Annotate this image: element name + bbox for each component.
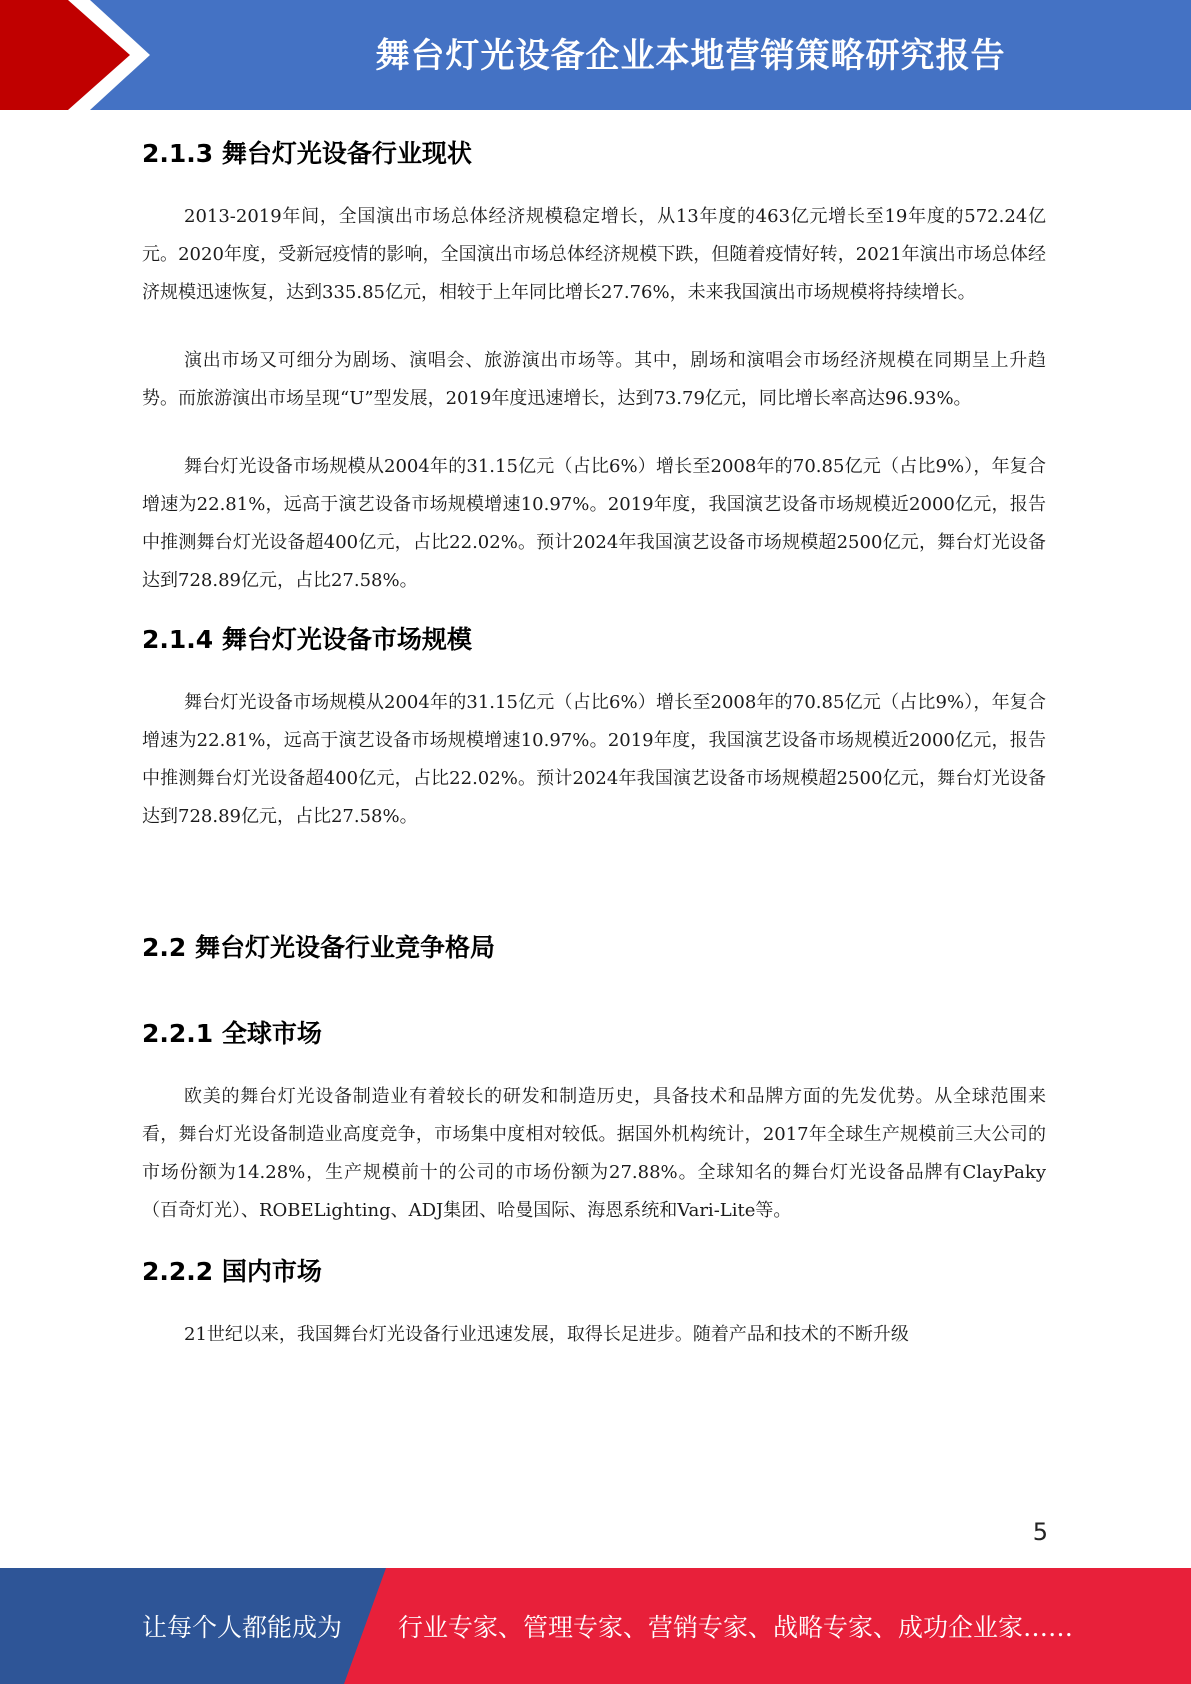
footer-slogan-left: 让每个人都能成为: [142, 1613, 343, 1642]
page-header: [0, 0, 1191, 110]
page-number: 5: [1032, 1518, 1048, 1546]
paragraph: 舞台灯光设备市场规模从2004年的31.15亿元（占比6%）增长至2008年的70.85亿元（占比9%），年复合增速为22.81%，远高于演艺设备市场规模增速10.97%。2019年度，我国演艺设备市场规模近2000亿元，报告中推测舞台灯光设备超400亿元，占比22.02%。预计2024年我国演艺设备市场规模超2500亿元，舞台灯光设备达到728.89亿元，占比27.58%。: [142, 456, 1046, 591]
paragraph: 欧美的舞台灯光设备制造业有着较长的研发和制造历史，具备技术和品牌方面的先发优势。从全球范围来看，舞台灯光设备制造业高度竞争，市场集中度相对较低。据国外机构统计，2017年全球生产规模前三大公司的市场份额为14.28%，生产规模前十的公司的市场份额为27.88%。全球知名的舞台灯光设备品牌有ClayPaky（百奇灯光）、ROBELighting、ADJ集团、哈曼国际、海恩系统和Vari-Lite等。: [142, 1086, 1046, 1221]
page-body: [142, 110, 1046, 1354]
paragraph: 演出市场又可细分为剧场、演唱会、旅游演出市场等。其中，剧场和演唱会市场经济规模在同期呈上升趋势。而旅游演出市场呈现“U”型发展，2019年度迅速增长，达到73.79亿元，同比增长率高达96.93%。: [142, 350, 1046, 409]
paragraph: 21世纪以来，我国舞台灯光设备行业迅速发展，取得长足进步。随着产品和技术的不断升级: [184, 1324, 909, 1345]
footer-slogan-right: 行业专家、管理专家、营销专家、战略专家、成功企业家……: [398, 1613, 1074, 1642]
section-heading-2-2-1: 2.2.1 全球市场: [142, 1019, 322, 1048]
section-heading-2-1-4: 2.1.4 舞台灯光设备市场规模: [142, 625, 472, 654]
section-heading-2-1-3: 2.1.3 舞台灯光设备行业现状: [142, 139, 472, 168]
paragraph: 2013-2019年间，全国演出市场总体经济规模稳定增长，从13年度的463亿元增长至19年度的572.24亿元。2020年度，受新冠疫情的影响，全国演出市场总体经济规模下跌，但随着疫情好转，2021年演出市场总体经济规模迅速恢复，达到335.85亿元，相较于上年同比增长27.76%，未来我国演出市场规模将持续增长。: [142, 206, 1046, 303]
page-footer: [0, 1568, 1191, 1684]
section-heading-2-2-2: 2.2.2 国内市场: [142, 1257, 322, 1286]
section-heading-2-2: 2.2 舞台灯光设备行业竞争格局: [142, 933, 495, 962]
paragraph: 舞台灯光设备市场规模从2004年的31.15亿元（占比6%）增长至2008年的70.85亿元（占比9%），年复合增速为22.81%，远高于演艺设备市场规模增速10.97%。2019年度，我国演艺设备市场规模近2000亿元，报告中推测舞台灯光设备超400亿元，占比22.02%。预计2024年我国演艺设备市场规模超2500亿元，舞台灯光设备达到728.89亿元，占比27.58%。: [142, 692, 1046, 827]
document-title: 舞台灯光设备企业本地营销策略研究报告: [375, 35, 1006, 76]
